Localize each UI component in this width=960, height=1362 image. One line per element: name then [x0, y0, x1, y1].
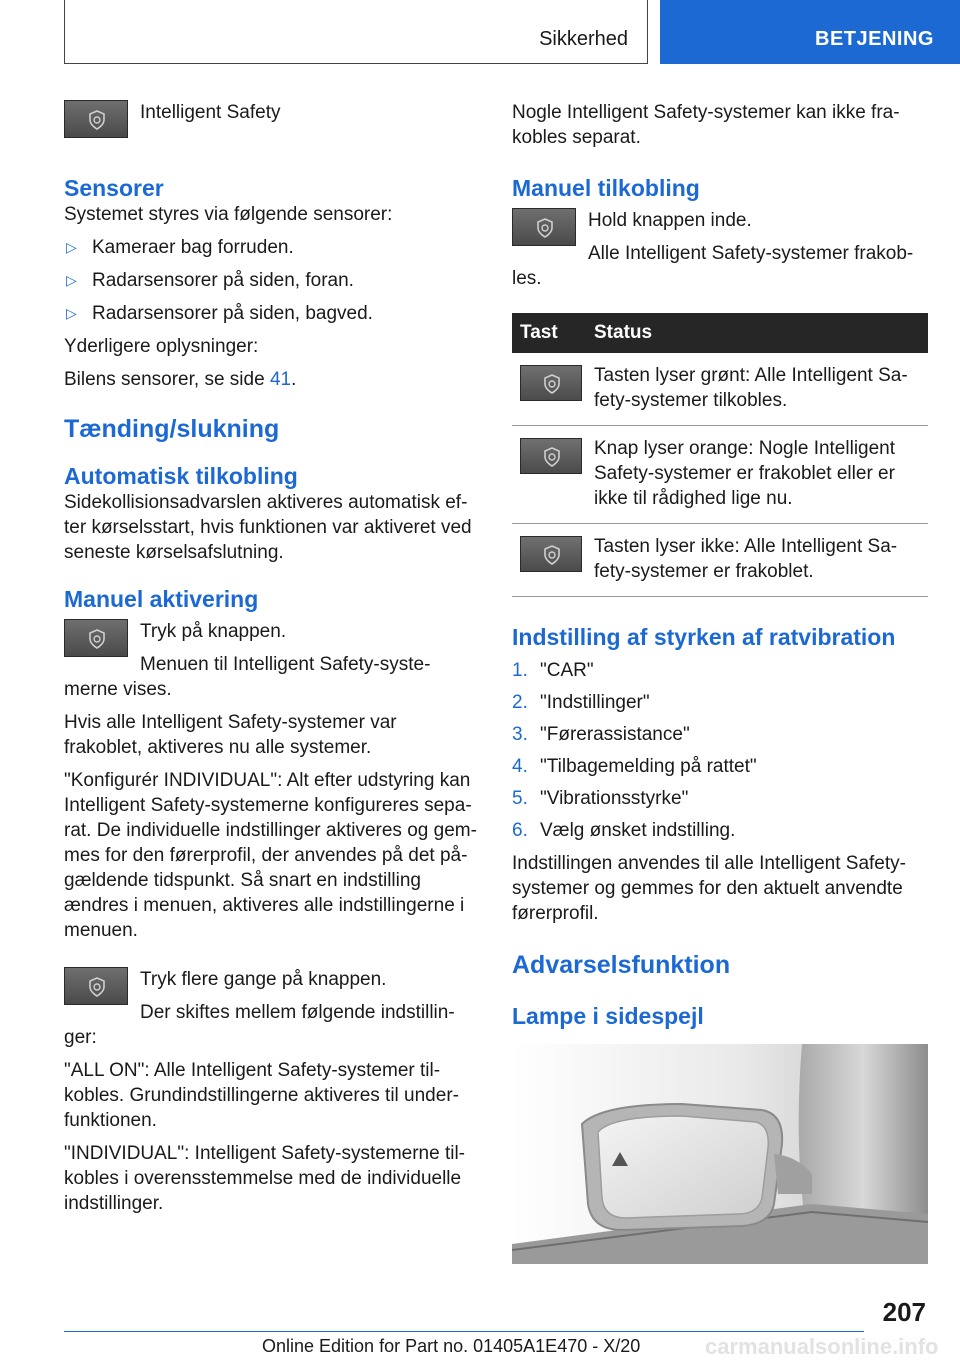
- page-number: 207: [882, 1297, 926, 1327]
- list-item: 3. "Førerassistance": [512, 724, 690, 745]
- safety-button-icon: [520, 438, 582, 474]
- auto-heading: Automatisk tilkobling: [64, 463, 298, 489]
- all-on-text: "ALL ON": Alle Intelligent Safety-systemer til-kobles. Grundindstillingerne aktiveres til under-funktionen.: [64, 1060, 459, 1131]
- bullet-triangle-icon: ▷: [66, 272, 77, 288]
- status-cell: Tasten lyser ikke: Alle Intelligent Sa-fety-systemer er frakoblet.: [586, 524, 928, 597]
- lamp-heading: Lampe i sidespejl: [512, 1003, 704, 1029]
- sensorer-intro: Systemet styres via følgende sensorer:: [64, 204, 393, 225]
- bullet-triangle-icon: ▷: [66, 305, 77, 321]
- side-mirror-illustration: [512, 1044, 928, 1264]
- sensorer-heading: Sensorer: [64, 175, 164, 201]
- col-status-header: Status: [586, 313, 928, 353]
- intelligent-safety-label: Intelligent Safety: [140, 102, 281, 123]
- col-key-header: Tast: [512, 313, 586, 353]
- press-text: Tryk på knappen.: [140, 621, 287, 642]
- status-table: [512, 313, 928, 597]
- list-item: ▷ Radarsensorer på siden, foran.: [66, 270, 354, 291]
- safety-button-icon: [520, 365, 582, 401]
- more-info-text: Yderligere oplysninger:: [64, 336, 259, 357]
- status-cell: Tasten lyser grønt: Alle Intelligent Sa-fety-systemer tilkobles.: [586, 353, 928, 426]
- page-link[interactable]: 41: [269, 369, 292, 390]
- sensor-reference: Bilens sensorer, se side 41.: [64, 369, 297, 390]
- table-row: [512, 353, 928, 426]
- safety-button-icon: [64, 100, 128, 138]
- footer-divider: [64, 1331, 864, 1332]
- all-off-text: Alle Intelligent Safety-systemer frakob-les.: [512, 243, 914, 289]
- individual-text: "INDIVIDUAL": Intelligent Safety-systemerne til-kobles i overensstemmelse med de individuelle indstillinger.: [64, 1143, 466, 1214]
- manual-activation-heading: Manuel aktivering: [64, 586, 259, 612]
- auto-text: Sidekollisionsadvarslen aktiveres automatisk ef-ter kørselsstart, hvis funktionen var aktiveret ved seneste kørselsafslutning.: [64, 492, 472, 563]
- sensor-list: [64, 235, 480, 326]
- table-header-row: [512, 313, 928, 353]
- hold-text: Hold knappen inde.: [588, 210, 752, 231]
- safety-button-icon: [520, 536, 582, 572]
- safety-button-icon: [64, 619, 128, 657]
- vibration-heading: Indstilling af styrken af ratvibration: [512, 624, 896, 650]
- watermark: carmanualsonline.info: [705, 1334, 939, 1359]
- switch-text: Der skiftes mellem følgende indstillin-ger:: [64, 1002, 455, 1048]
- list-item: 5. "Vibrationsstyrke": [512, 788, 689, 809]
- taending-heading: Tænding/slukning: [64, 415, 280, 443]
- table-row: [512, 426, 928, 524]
- list-item: 4. "Tilbagemelding på rattet": [512, 756, 757, 777]
- bullet-triangle-icon: ▷: [66, 239, 77, 255]
- status-cell: Knap lyser orange: Nogle Intelligent Safety-systemer er frakoblet eller er ikke til rådighed lige nu.: [586, 426, 928, 524]
- table-row: [512, 524, 928, 597]
- if-all-text: Hvis alle Intelligent Safety-systemer var frakoblet, aktiveres nu alle systemer.: [64, 712, 397, 758]
- list-item: ▷ Radarsensorer på siden, bagved.: [66, 303, 373, 324]
- note-text: Nogle Intelligent Safety-systemer kan ikke fra-kobles separat.: [512, 102, 900, 148]
- header-chapter-tab: BETJENING: [660, 0, 960, 64]
- right-column: [512, 100, 928, 1264]
- manual-off-heading: Manuel tilkobling: [512, 175, 700, 201]
- footer-edition: Online Edition for Part no. 01405A1E470 - X/20: [262, 1336, 641, 1356]
- header-section-title: Sikkerhed: [539, 28, 628, 50]
- configure-text: "Konfigurér INDIVIDUAL": Alt efter udstyring kan Intelligent Safety-systemerne konfigureres sepa-rat. De individuelle indstillinger aktiveres og gem-mes for den førerprofil, der anvendes på det på-gældende tidspunkt. Så snart en indstilling ændres i menuen, aktiveres alle indstillingerne i menuen.: [64, 770, 477, 941]
- safety-button-icon: [512, 208, 576, 246]
- list-item: 1. "CAR": [512, 660, 594, 681]
- list-item: 2. "Indstillinger": [512, 692, 650, 713]
- press-more-text: Tryk flere gange på knappen.: [140, 969, 387, 990]
- steps-list: [512, 658, 928, 843]
- warn-heading: Advarselsfunktion: [512, 951, 731, 979]
- left-column: [64, 100, 480, 1216]
- list-item: ▷ Kameraer bag forruden.: [66, 237, 294, 258]
- vibration-note: Indstillingen anvendes til alle Intelligent Safety-systemer og gemmes for den aktuelt anvendte førerprofil.: [512, 853, 906, 924]
- safety-button-icon: [64, 967, 128, 1005]
- menu-text: Menuen til Intelligent Safety-syste-merne vises.: [64, 654, 431, 700]
- list-item: 6. Vælg ønsket indstilling.: [512, 820, 736, 841]
